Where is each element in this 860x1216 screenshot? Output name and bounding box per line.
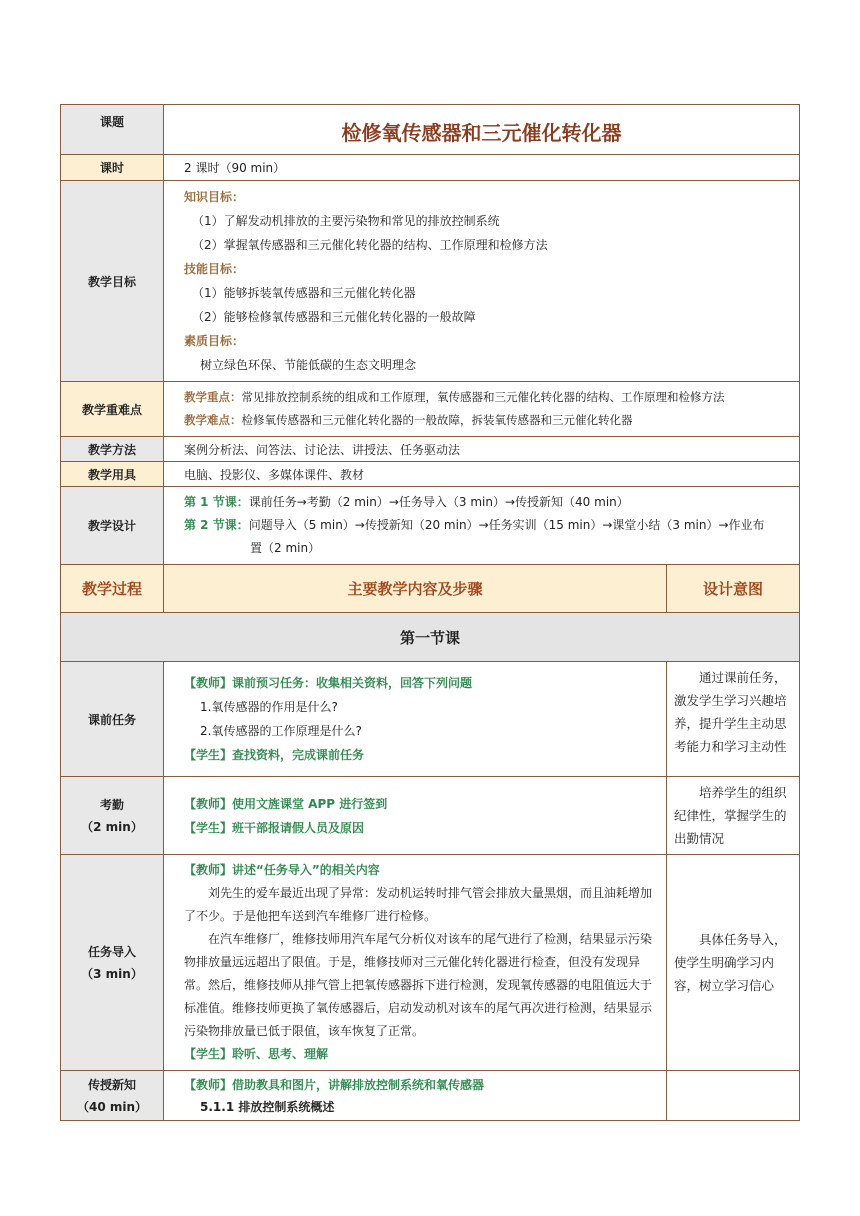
tools-row	[61, 462, 800, 487]
pre-task-content	[164, 662, 667, 777]
key-prefix: 教学重点：	[184, 390, 242, 404]
task-intro-time: （3 min）	[81, 966, 143, 981]
new-knowledge-teacher: 【教师】借助教具和图片，讲解排放控制系统和氧传感器	[184, 1077, 485, 1092]
attendance-label-cell	[61, 777, 164, 855]
objectives-row	[61, 181, 800, 382]
pre-task-intent: 通过课前任务，激发学生学习兴趣培养，提升学生主动思考能力和学习主动性	[667, 662, 800, 777]
skill-heading: 技能目标：	[184, 262, 245, 276]
attendance-content	[164, 777, 667, 855]
task-intro-label-cell	[61, 855, 164, 1071]
topic-label: 课题	[61, 105, 164, 155]
new-knowledge-content	[164, 1071, 667, 1121]
methods-row	[61, 437, 800, 462]
pre-task-row	[61, 662, 800, 777]
difficult-text: 检修氧传感器和三元催化转化器的一般故障，拆装氧传感器和三元催化转化器	[241, 413, 633, 427]
lesson1-text: 课前任务→考勤（2 min）→任务导入（3 min）→传授新知（40 min）	[248, 495, 629, 509]
attendance-teacher: 【教师】使用文旌课堂 APP 进行签到	[184, 796, 388, 811]
quality-item: 树立绿色环保、节能低碳的生态文明理念	[200, 358, 417, 372]
lesson1-prefix: 第 1 节课：	[184, 495, 249, 509]
task-intro-intent: 具体任务导入，使学生明确学习内容，树立学习信心	[667, 855, 800, 1071]
objectives-content	[164, 181, 800, 382]
methods-label: 教学方法	[61, 437, 164, 462]
knowledge-item: （2）掌握氧传感器和三元催化转化器的结构、工作原理和检修方法	[192, 238, 548, 252]
pre-task-label: 课前任务	[61, 662, 164, 777]
pre-task-student: 【学生】查找资料，完成课前任务	[184, 748, 365, 762]
pre-task-question: 1.氧传感器的作用是什么?	[200, 700, 338, 714]
new-knowledge-intent	[667, 1071, 800, 1121]
design-content	[164, 487, 800, 565]
attendance-label: 考勤	[99, 797, 124, 812]
attendance-intent: 培养学生的组织纪律性，掌握学生的出勤情况	[667, 777, 800, 855]
new-knowledge-row	[61, 1071, 800, 1121]
skill-item: （1）能够拆装氧传感器和三元催化转化器	[192, 286, 416, 300]
key-points-content	[164, 382, 800, 437]
objectives-label: 教学目标	[61, 181, 164, 382]
topic-row	[61, 105, 800, 155]
hours-row	[61, 155, 800, 181]
task-intro-row	[61, 855, 800, 1071]
key-text: 常见排放控制系统的组成和工作原理，氧传感器和三元催化转化器的结构、工作原理和检修方法	[241, 390, 725, 404]
tools-label: 教学用具	[61, 462, 164, 487]
task-intro-teacher: 【教师】讲述“任务导入”的相关内容	[184, 863, 380, 877]
lesson2-continuation: 置（2 min）	[250, 541, 321, 555]
attendance-row	[61, 777, 800, 855]
section-title: 第一节课	[61, 613, 800, 662]
lesson2-text: 问题导入（5 min）→传授新知（20 min）→任务实训（15 min）→课堂小结（3 min）→作业布	[248, 518, 765, 532]
difficult-prefix: 教学难点：	[184, 413, 242, 427]
attendance-student: 【学生】班干部报请假人员及原因	[184, 820, 365, 835]
knowledge-heading: 知识目标：	[184, 190, 245, 204]
intent-column-header: 设计意图	[667, 565, 800, 613]
task-intro-student: 【学生】聆听、思考、理解	[184, 1047, 329, 1061]
lesson2-prefix: 第 2 节课：	[184, 518, 249, 532]
design-label: 教学设计	[61, 487, 164, 565]
hours-label: 课时	[61, 155, 164, 181]
new-knowledge-time: （40 min）	[76, 1099, 148, 1114]
task-intro-label: 任务导入	[87, 944, 136, 959]
methods-value: 案例分析法、问答法、讨论法、讲授法、任务驱动法	[164, 437, 800, 462]
quality-heading: 素质目标：	[184, 334, 245, 348]
skill-item: （2）能够检修氧传感器和三元催化转化器的一般故障	[192, 310, 476, 324]
new-knowledge-label: 传授新知	[87, 1077, 136, 1092]
process-column-header: 教学过程	[61, 565, 164, 613]
task-intro-content	[164, 855, 667, 1071]
column-header-row	[61, 565, 800, 613]
new-knowledge-subsection: 5.1.1 排放控制系统概述	[200, 1099, 335, 1114]
section-row	[61, 613, 800, 662]
tools-value: 电脑、投影仪、多媒体课件、教材	[164, 462, 800, 487]
new-knowledge-label-cell	[61, 1071, 164, 1121]
task-intro-paragraph: 刘先生的爱车最近出现了异常：发动机运转时排气管会排放大量黑烟，而且油耗增加了不少。于是他把车送到汽车维修厂进行检修。	[184, 886, 653, 923]
page-title: 检修氧传感器和三元催化转化器	[164, 105, 800, 155]
design-row	[61, 487, 800, 565]
knowledge-item: （1）了解发动机排放的主要污染物和常见的排放控制系统	[192, 214, 500, 228]
content-column-header: 主要教学内容及步骤	[164, 565, 667, 613]
hours-value: 2 课时（90 min）	[164, 155, 800, 181]
key-points-row	[61, 382, 800, 437]
attendance-time: （2 min）	[81, 819, 143, 834]
lesson-plan-table	[60, 104, 800, 1121]
task-intro-paragraph: 在汽车维修厂，维修技师用汽车尾气分析仪对该车的尾气进行了检测，结果显示污染物排放量远远超出了限值。于是，维修技师对三元催化转化器进行检查，但没有发现异常。然后，维修技师从排气管上把氧传感器拆下进行检测，发现氧传感器的电阻值远大于标准值。维修技师更换了氧传感器后，启动发动机对该车的尾气再次进行检测，结果显示污染物排放量已低于限值，该车恢复了正常。	[184, 932, 653, 1038]
pre-task-teacher: 【教师】课前预习任务：收集相关资料，回答下列问题	[184, 676, 473, 690]
key-points-label: 教学重难点	[61, 382, 164, 437]
pre-task-question: 2.氧传感器的工作原理是什么?	[200, 724, 362, 738]
